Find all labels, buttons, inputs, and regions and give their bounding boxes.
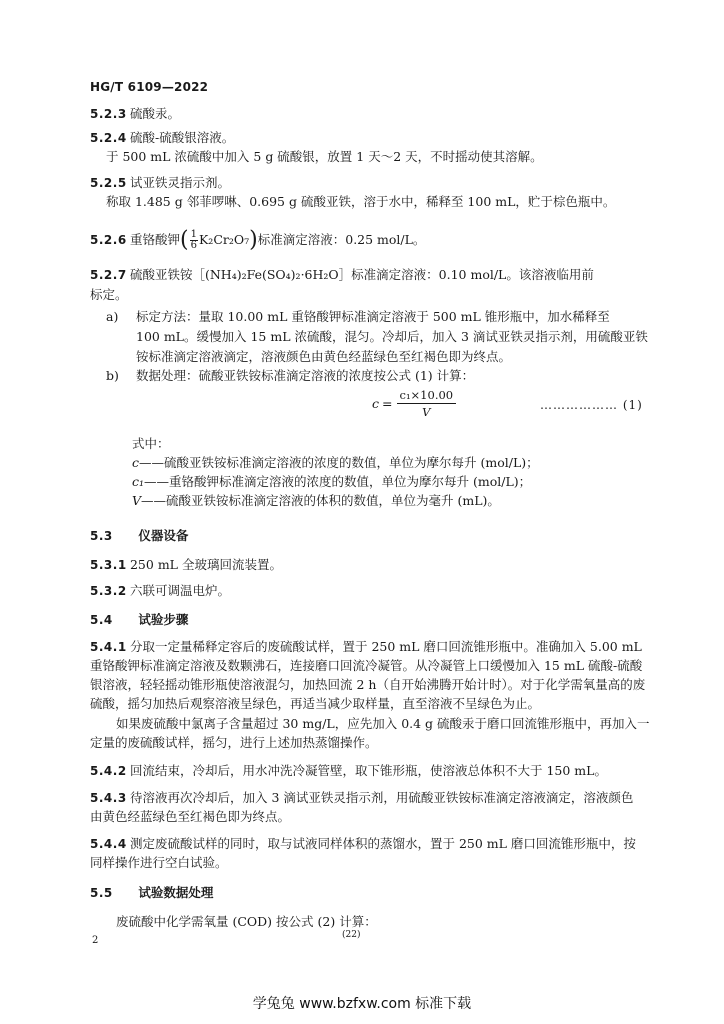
chemical-formula: K₂Cr₂O₇ [198, 232, 250, 247]
clause-text: 六联可调温电炉。 [129, 583, 230, 598]
clause-body: 称取 1.485 g 邻菲啰啉、0.695 g 硫酸亚铁，溶于水中，稀释至 100 mL，贮于棕色瓶中。 [106, 194, 616, 209]
formula-numerator: c₁×10.00 [397, 388, 457, 404]
section-number: 5.3 [90, 529, 113, 543]
fraction-numerator: 1 [190, 229, 197, 240]
formula-lhs: c [372, 396, 380, 411]
formula-fraction [397, 388, 457, 419]
section-5-5-heading [90, 885, 648, 901]
list-label: b) [106, 368, 119, 383]
clause-paragraph: 如果废硫酸中氯离子含量超过 30 mg/L，应先加入 0.4 g 硫酸汞于磨口回流锥形瓶中，再加入一 [116, 716, 650, 731]
clause-5-4-1 [90, 639, 648, 655]
clause-5-3-1 [90, 557, 648, 573]
list-text-cont: 铵标准滴定溶液滴定，溶液颜色由黄色经蓝绿色至红褐色即为终点。 [136, 349, 512, 364]
clause-text: 250 mL 全玻璃回流装置。 [129, 557, 282, 572]
clause-text: 试亚铁灵指示剂。 [129, 175, 230, 190]
list-text: 标定方法：量取 10.00 mL 重铬酸钾标准滴定溶液于 500 mL 锥形瓶中，加水稀释至 [136, 309, 610, 324]
section-5-4-heading [90, 612, 648, 628]
clause-number: 5.2.7 [90, 268, 127, 282]
clause-5-2-6 [90, 227, 648, 253]
clause-number: 5.2.4 [90, 131, 127, 145]
clause-text-cont: 银溶液，轻轻摇动锥形瓶使溶液混匀，加热回流 2 h（自开始沸腾开始计时）。对于化学需氧量高的废 [90, 677, 646, 692]
clause-number: 5.3.2 [90, 584, 127, 598]
clause-5-4-3 [90, 790, 648, 806]
clause-5-4-4 [90, 836, 648, 852]
clause-5-4-2 [90, 763, 648, 779]
page-number: 2 [92, 935, 99, 946]
clause-5-2-3 [90, 106, 648, 122]
clause-body: 于 500 mL 浓硫酸中加入 5 g 硫酸银，放置 1 天～2 天，不时摇动使其溶解。 [106, 149, 543, 164]
clause-text-cont: 重铬酸钾标准滴定溶液及数颗沸石，连接磨口回流冷凝管。从冷凝管上口缓慢加入 15 mL 硫酸-硫酸 [90, 658, 643, 673]
variable-description: ——硫酸亚铁铵标准滴定溶液的体积的数值，单位为毫升 (mL)。 [141, 493, 500, 508]
formula-1 [372, 388, 456, 419]
clause-5-2-5 [90, 175, 648, 191]
page-sequence: (22) [342, 930, 361, 940]
section-5-3-heading [90, 528, 648, 544]
variable-description: ——硫酸亚铁铵标准滴定溶液的浓度的数值，单位为摩尔每升 (mol/L)； [139, 455, 539, 470]
clause-number: 5.2.3 [90, 107, 127, 121]
variable-description: ——重铬酸钾标准滴定溶液的浓度的数值，单位为摩尔每升 (mol/L)； [144, 474, 532, 489]
clause-text: 回流结束，冷却后，用水冲洗冷凝管壁，取下锥形瓶，使溶液总体积不大于 150 mL。 [129, 763, 607, 778]
clause-number: 5.4.2 [90, 764, 127, 778]
left-paren: ( [180, 227, 189, 253]
variable-symbol: c [132, 455, 140, 470]
download-watermark: 学兔兔 www.bzfxw.com 标准下载 [252, 996, 472, 1012]
clause-5-2-4 [90, 130, 648, 146]
clause-text: 硫酸汞。 [129, 106, 180, 121]
section-body: 废硫酸中化学需氧量 (COD) 按公式 (2) 计算： [116, 914, 377, 929]
clause-number: 5.4.4 [90, 837, 127, 851]
list-text: 数据处理：硫酸亚铁铵标准滴定溶液的浓度按公式 (1) 计算： [136, 368, 475, 383]
list-label: a) [106, 309, 119, 324]
variable-symbol: V [132, 493, 142, 508]
clause-text: 待溶液再次冷却后，加入 3 滴试亚铁灵指示剂，用硫酸亚铁铵标准滴定溶液滴定，溶液颜色 [129, 790, 634, 805]
list-item-b [106, 368, 664, 384]
variable-symbol: c₁ [132, 474, 145, 489]
section-number: 5.5 [90, 886, 113, 900]
clause-text-cont: 定量的废硫酸试样，摇匀，进行上述加热蒸馏操作。 [90, 735, 378, 750]
clause-text-cont: 同样操作进行空白试验。 [90, 855, 228, 870]
clause-text: 分取一定量稀释定容后的废硫酸试样，置于 250 mL 磨口回流锥形瓶中。准确加入 5.00 mL [129, 639, 642, 654]
clause-number: 5.4.3 [90, 791, 127, 805]
formula-equals: = [382, 396, 393, 411]
clause-text: 硫酸亚铁铵［(NH₄)₂Fe(SO₄)₂·6H₂O］标准滴定溶液：0.10 mol/L。该溶液临用前 [129, 267, 594, 282]
where-item [132, 493, 690, 509]
clause-text-cont: 硫酸，摇匀加热后观察溶液呈绿色，再适当减少取样量，直至溶液不呈绿色为止。 [90, 696, 541, 711]
list-item-a [106, 309, 664, 325]
clause-text-cont: 标定。 [90, 287, 128, 302]
standard-code-header: HG/T 6109—2022 [90, 80, 209, 94]
clause-text-post: 标准滴定溶液：0.25 mol/L。 [257, 232, 426, 247]
clause-number: 5.2.6 [90, 233, 127, 247]
fraction [190, 230, 198, 251]
fraction-denominator: 6 [190, 240, 197, 251]
formula-denominator: V [422, 405, 431, 419]
section-title: 试验步骤 [138, 612, 189, 627]
right-paren: ) [249, 227, 258, 253]
clause-number: 5.3.1 [90, 558, 127, 572]
where-intro: 式中： [132, 436, 170, 451]
equation-number: ……………… (1) [540, 398, 643, 412]
clause-text: 测定废硫酸试样的同时，取与试液同样体积的蒸馏水，置于 250 mL 磨口回流锥形瓶中，按 [129, 836, 636, 851]
clause-text: 硫酸-硫酸银溶液。 [129, 130, 235, 145]
clause-number: 5.4.1 [90, 640, 127, 654]
section-number: 5.4 [90, 613, 113, 627]
clause-text: 重铬酸钾 [129, 232, 180, 247]
where-item [132, 474, 690, 490]
clause-number: 5.2.5 [90, 176, 127, 190]
section-title: 试验数据处理 [138, 885, 214, 900]
clause-text-cont: 由黄色经蓝绿色至红褐色即为终点。 [90, 809, 291, 824]
where-item [132, 455, 690, 471]
list-text-cont: 100 mL。缓慢加入 15 mL 浓硫酸，混匀。冷却后，加入 3 滴试亚铁灵指示剂，用硫酸亚铁 [136, 329, 648, 344]
clause-5-3-2 [90, 583, 648, 599]
section-title: 仪器设备 [138, 528, 189, 543]
clause-5-2-7 [90, 267, 648, 283]
